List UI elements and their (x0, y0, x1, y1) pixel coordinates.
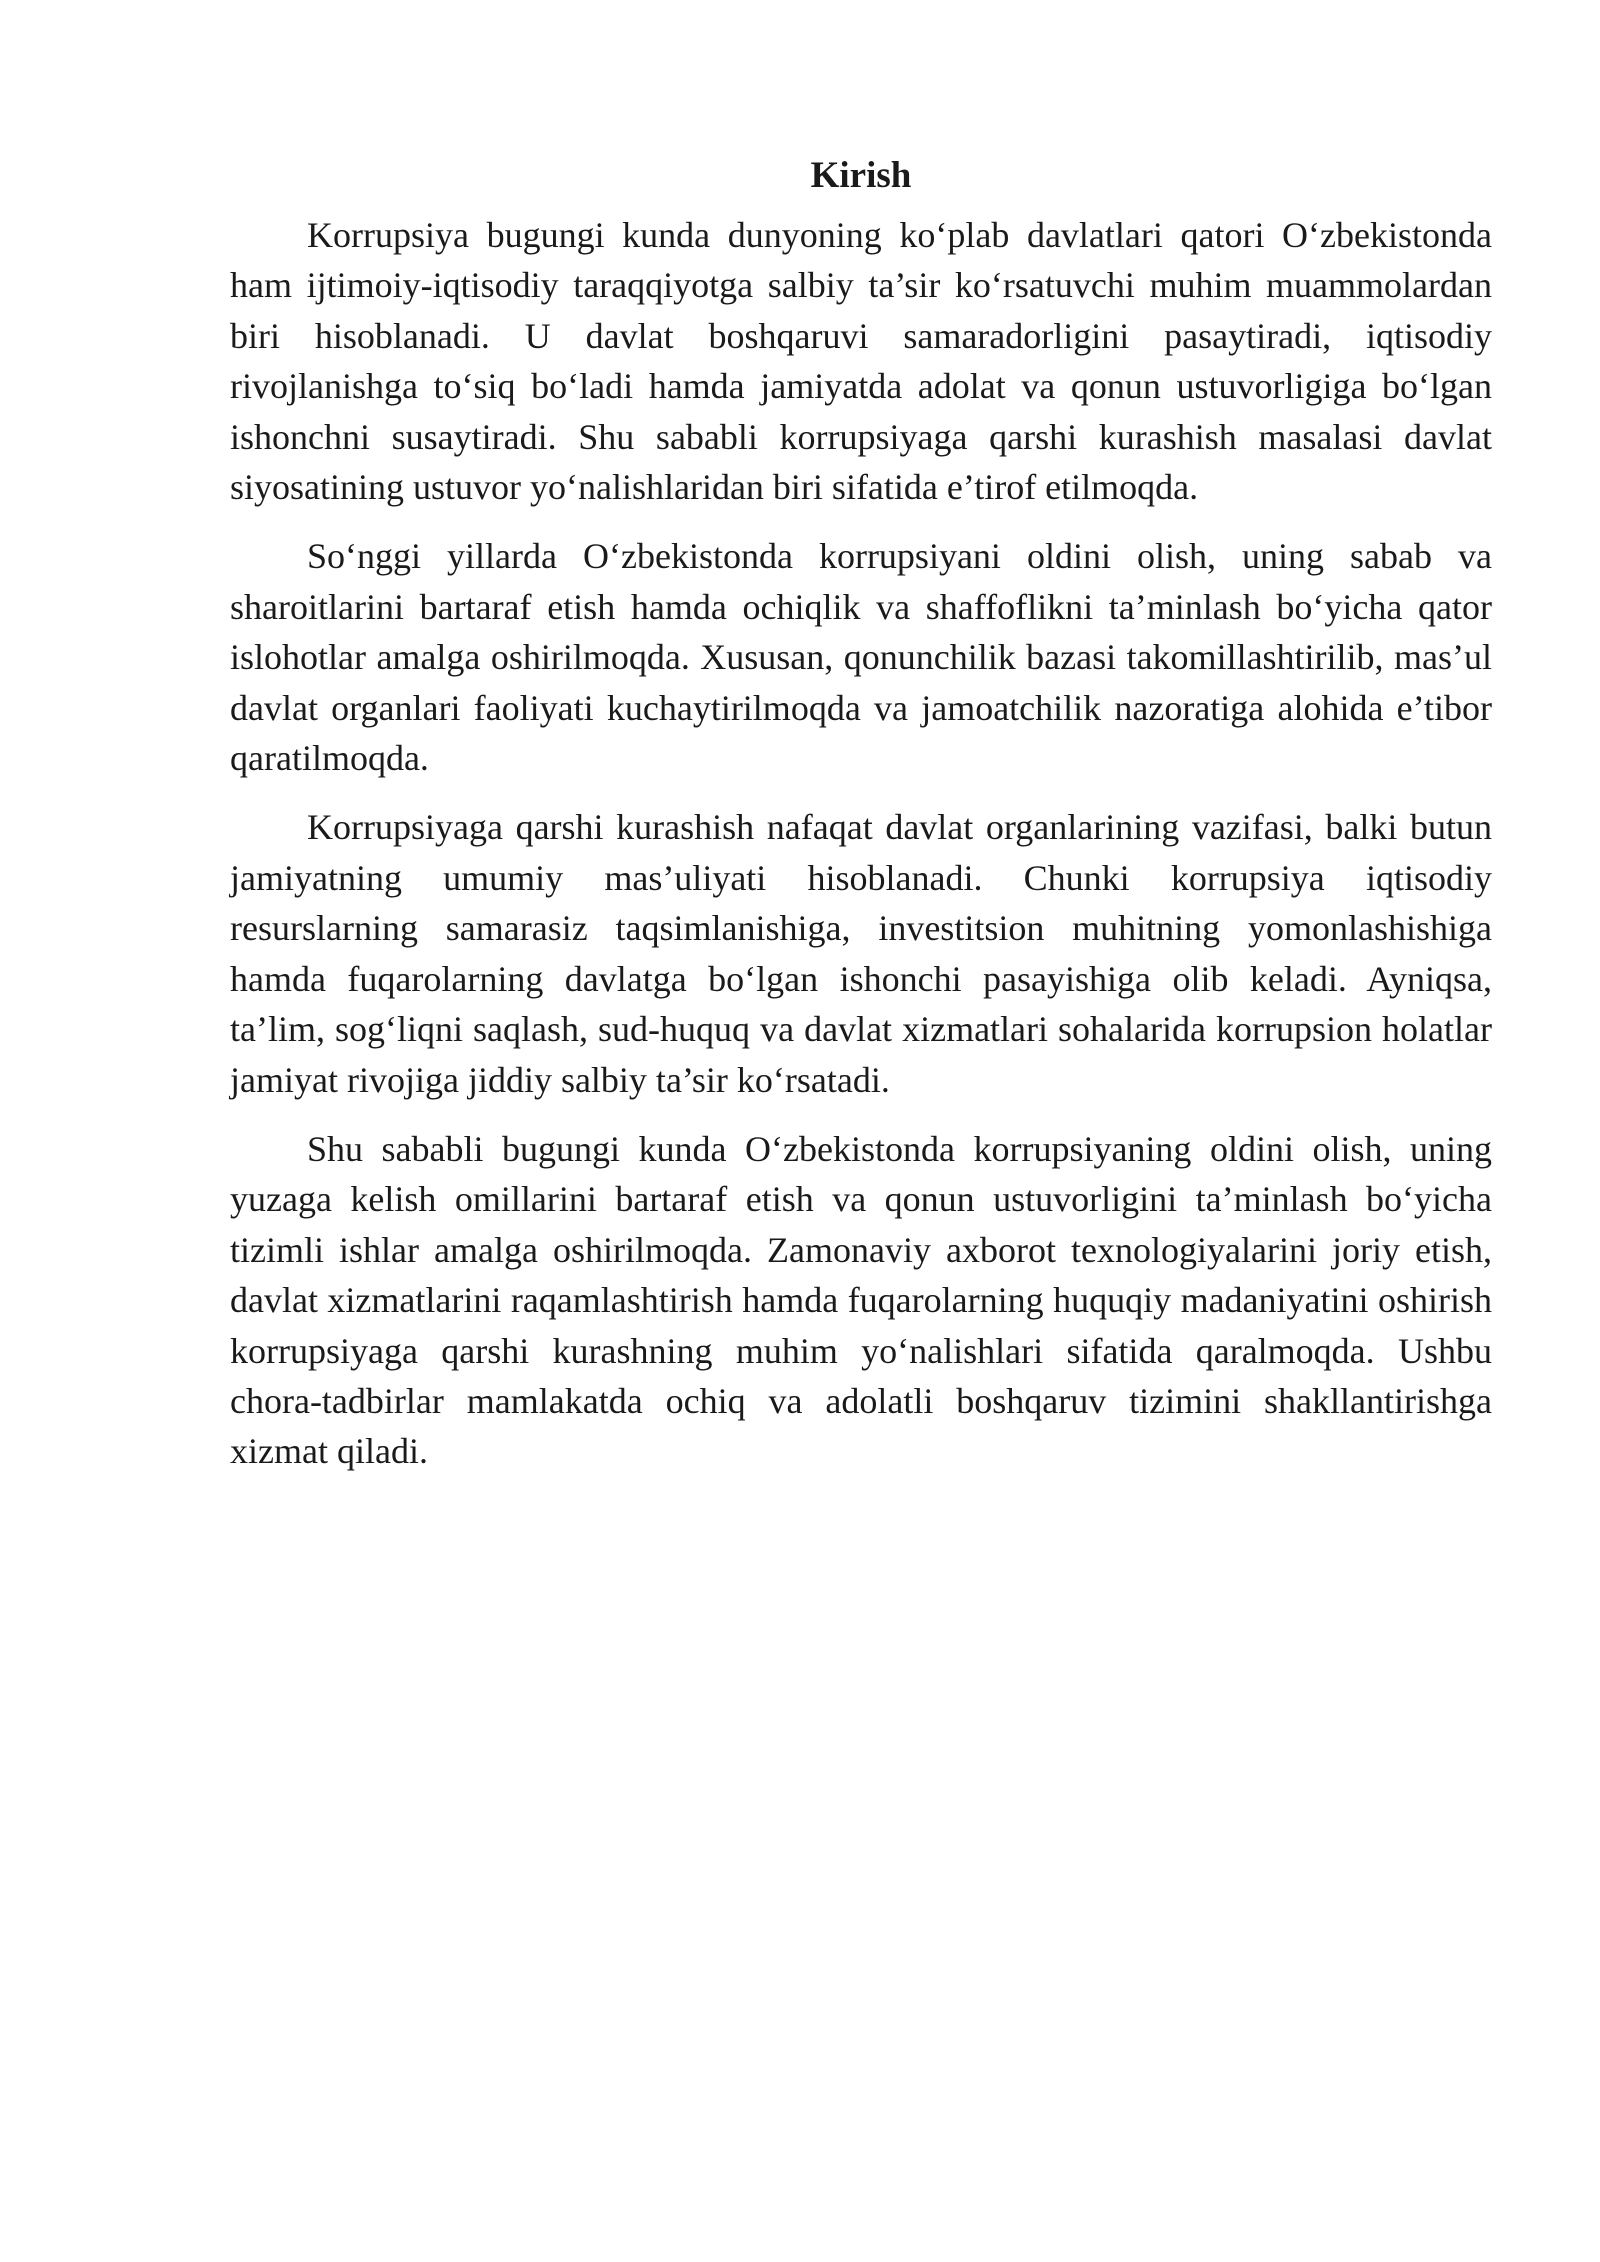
document-body (230, 150, 1492, 1496)
paragraph-3: Korrupsiyaga qarshi kurashish nafaqat davlat organlarining vazifasi, balki butun jamiyatning umumiy mas’uliyati hisoblanadi. Chunki korrupsiya iqtisodiy resurslarning samarasiz taqsimlanishiga, investitsion muhitning yomonlashishiga hamda fuqarolarning davlatga bo‘lgan ishonchi pasayishiga olib keladi. Ayniqsa, ta’lim, sog‘liqni saqlash, sud-huquq va davlat xizmatlari sohalarida korrupsion holatlar jamiyat rivojiga jiddiy salbiy ta’sir ko‘rsatadi. (230, 807, 1492, 1100)
page-title: Kirish (810, 155, 912, 196)
paragraph-4: Shu sababli bugungi kunda O‘zbekistonda korrupsiyaning oldini olish, uning yuzaga kelish omillarini bartaraf etish va qonun ustuvorligini ta’minlash bo‘yicha tizimli ishlar amalga oshirilmoqda. Zamonaviy axborot texnologiyalarini joriy etish, davlat xizmatlarini raqamlashtirish hamda fuqarolarning huquqiy madaniyatini oshirish korrupsiyaga qarshi kurashning muhim yo‘nalishlari sifatida qaralmoqda. Ushbu chora-tadbirlar mamlakatda ochiq va adolatli boshqaruv tizimini shakllantirishga xizmat qiladi. (230, 1128, 1492, 1472)
paragraph-2: So‘nggi yillarda O‘zbekistonda korrupsiyani oldini olish, uning sabab va sharoitlarini bartaraf etish hamda ochiqlik va shaffoflikni ta’minlash bo‘yicha qator islohotlar amalga oshirilmoqda. Xususan, qonunchilik bazasi takomillashtirilib, mas’ul davlat organlari faoliyati kuchaytirilmoqda va jamoatchilik nazoratiga alohida e’tibor qaratilmoqda. (230, 536, 1492, 779)
paragraph-1: Korrupsiya bugungi kunda dunyoning ko‘plab davlatlari qatori O‘zbekistonda ham ijtimoiy-iqtisodiy taraqqiyotga salbiy ta’sir ko‘rsatuvchi muhim muammolardan biri hisoblanadi. U davlat boshqaruvi samaradorligini pasaytiradi, iqtisodiy rivojlanishga to‘siq bo‘ladi hamda jamiyatda adolat va qonun ustuvorligiga bo‘lgan ishonchni susaytiradi. Shu sababli korrupsiyaga qarshi kurashish masalasi davlat siyosatining ustuvor yo‘nalishlaridan biri sifatida e’tirof etilmoqda. (230, 215, 1492, 508)
